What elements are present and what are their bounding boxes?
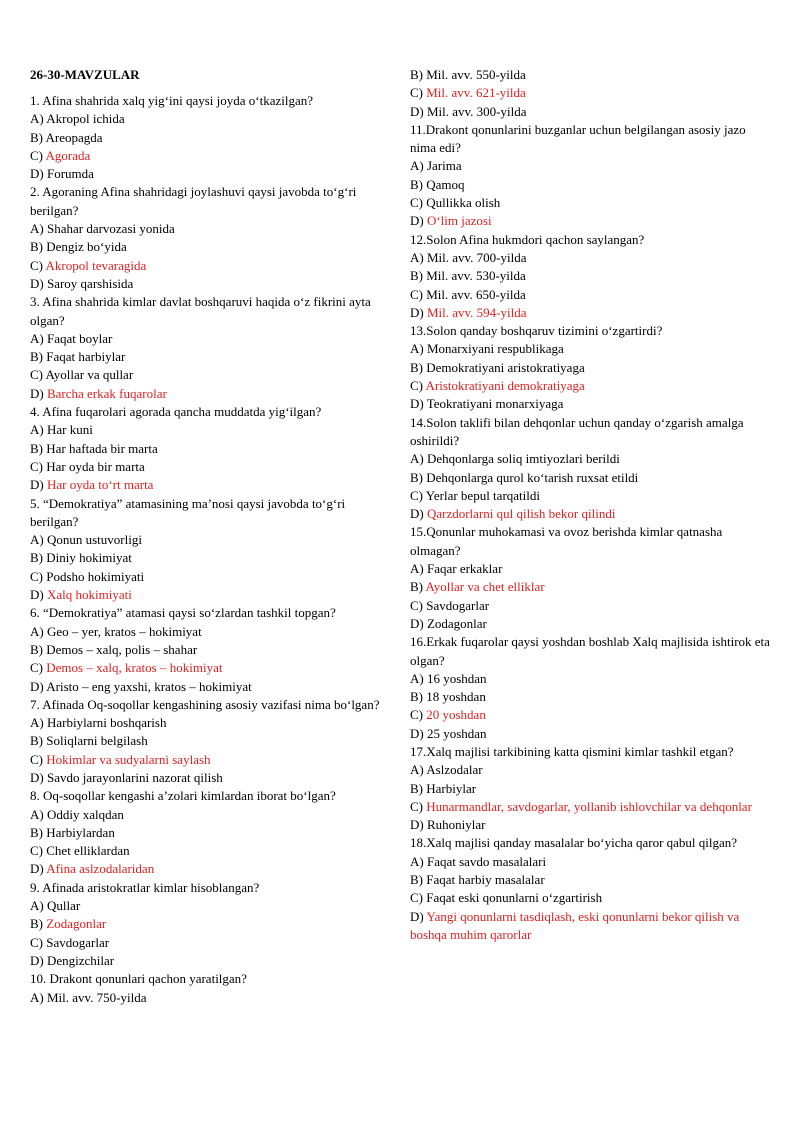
option-letter: D): [410, 213, 424, 229]
correct-answer-text: Afina aslzodalaridan: [46, 861, 155, 877]
option-text: Harbiylarni boshqarish: [46, 715, 167, 731]
option-letter: D): [30, 678, 44, 694]
answer-option: [30, 934, 388, 952]
option-letter: D): [30, 166, 44, 182]
option-text: Saroy qarshisida: [46, 275, 134, 291]
question-text: 9. Afinada aristokratlar kimlar hisoblangan?: [30, 879, 260, 895]
answer-option: [410, 816, 772, 834]
option-text: Podsho hokimiyati: [46, 568, 145, 584]
option-text: Jarima: [426, 158, 462, 174]
option-text: Har kuni: [46, 422, 93, 438]
option-text: Faqar erkaklar: [426, 561, 503, 577]
answer-option: [410, 597, 772, 615]
option-letter: A): [30, 989, 44, 1005]
option-letter: C): [410, 378, 423, 394]
option-letter: D): [410, 725, 424, 741]
answer-option: [30, 842, 388, 860]
option-text: Aslzodalar: [426, 762, 483, 778]
option-letter: A): [410, 341, 424, 357]
option-letter: B): [410, 872, 423, 888]
answer-option: [410, 359, 772, 377]
question-text: 18.Xalq majlisi qanday masalalar bo‘yicha qaror qabul qilgan?: [410, 835, 738, 851]
correct-answer-text: Agorada: [45, 147, 91, 163]
option-letter: B): [410, 359, 423, 375]
correct-answer-text: Demos – xalq, kratos – hokimiyat: [46, 660, 223, 676]
option-letter: B): [410, 469, 423, 485]
answer-option: [410, 450, 772, 468]
correct-answer-text: Zodagonlar: [46, 916, 107, 932]
option-text: Areopagda: [45, 129, 103, 145]
option-letter: D): [30, 385, 44, 401]
answer-option: [410, 505, 772, 523]
question-block: [30, 787, 388, 878]
option-text: Dengiz bo‘yida: [46, 239, 127, 255]
answer-option: [30, 623, 388, 641]
option-text: Diniy hokimiyat: [46, 550, 132, 566]
left-column: [30, 66, 388, 1007]
option-text: Faqat harbiy masalalar: [426, 872, 545, 888]
option-text: Yerlar bepul tarqatildi: [425, 487, 540, 503]
option-letter: B): [410, 689, 423, 705]
answer-option: [410, 395, 772, 413]
option-letter: A): [410, 561, 424, 577]
option-letter: B): [30, 550, 43, 566]
answer-option: [30, 476, 388, 494]
answer-option: [30, 110, 388, 128]
question-block: [410, 834, 772, 944]
option-letter: A): [30, 422, 44, 438]
answer-option: [410, 615, 772, 633]
option-letter: B): [30, 824, 43, 840]
option-letter: C): [410, 286, 423, 302]
answer-option: [30, 641, 388, 659]
answer-option: [30, 769, 388, 787]
option-text: Shahar darvozasi yonida: [46, 221, 175, 237]
answer-option: [30, 458, 388, 476]
option-text: Savdogarlar: [426, 597, 490, 613]
answer-option: [30, 330, 388, 348]
answer-option: [410, 853, 772, 871]
answer-option: [30, 440, 388, 458]
question-block: [30, 970, 388, 1007]
option-letter: A): [30, 898, 44, 914]
answer-option: [410, 286, 772, 304]
option-letter: C): [410, 707, 423, 723]
question-block: [30, 495, 388, 605]
question-text: 12.Solon Afina hukmdori qachon saylangan?: [410, 231, 645, 247]
option-letter: D): [410, 908, 424, 924]
question-block: [30, 604, 388, 695]
question-text: 3. Afina shahrida kimlar davlat boshqaruvi haqida o‘z fikrini ayta olgan?: [30, 294, 371, 328]
option-letter: B): [30, 641, 43, 657]
question-block: [410, 743, 772, 834]
answer-option: [410, 194, 772, 212]
option-letter: D): [30, 952, 44, 968]
answer-option: [30, 238, 388, 256]
option-letter: B): [30, 349, 43, 365]
option-letter: C): [30, 751, 43, 767]
option-text: Qamoq: [426, 176, 465, 192]
option-letter: D): [30, 769, 44, 785]
option-letter: D): [410, 506, 424, 522]
answer-option: [410, 212, 772, 230]
answer-option: [410, 871, 772, 889]
answer-option: [410, 688, 772, 706]
option-letter: C): [30, 934, 43, 950]
right-column: [410, 66, 772, 944]
answer-option: [410, 706, 772, 724]
option-letter: D): [410, 615, 424, 631]
option-text: Qullar: [46, 898, 81, 914]
option-text: Demos – xalq, polis – shahar: [46, 641, 198, 657]
answer-option: [30, 385, 388, 403]
option-letter: B): [410, 176, 423, 192]
correct-answer-text: Hokimlar va sudyalarni saylash: [46, 751, 211, 767]
option-letter: B): [30, 129, 43, 145]
answer-option: [30, 568, 388, 586]
question-block: [30, 403, 388, 494]
question-block: [410, 322, 772, 413]
option-letter: C): [30, 660, 43, 676]
option-letter: B): [30, 440, 43, 456]
correct-answer-text: Xalq hokimiyati: [46, 587, 132, 603]
option-letter: C): [410, 85, 423, 101]
option-text: Mil. avv. 750-yilda: [46, 989, 147, 1005]
question-text: 8. Oq-soqollar kengashi a’zolari kimlardan iborat bo‘lgan?: [30, 788, 336, 804]
correct-answer-text: Barcha erkak fuqarolar: [46, 385, 167, 401]
answer-option: [30, 421, 388, 439]
option-letter: C): [410, 487, 423, 503]
question-text: 13.Solon qanday boshqaruv tizimini o‘zgartirdi?: [410, 323, 663, 339]
right-question-list: [410, 66, 772, 944]
answer-option: [30, 531, 388, 549]
option-text: Demokratiyani aristokratiyaga: [426, 359, 585, 375]
option-text: Mil. avv. 550-yilda: [426, 67, 526, 82]
correct-answer-text: Ayollar va chet elliklar: [425, 579, 545, 595]
answer-option: [30, 751, 388, 769]
answer-option: [30, 897, 388, 915]
option-text: Qonun ustuvorligi: [46, 532, 142, 548]
option-text: 25 yoshdan: [426, 725, 487, 741]
page-title: 26-30-MAVZULAR: [30, 67, 140, 82]
question-block: [410, 414, 772, 524]
answer-option: [410, 176, 772, 194]
option-letter: A): [30, 111, 44, 127]
question-text: 4. Afina fuqarolari agorada qancha muddatda yig‘ilgan?: [30, 404, 322, 420]
option-text: Faqat eski qonunlarni o‘zgartirish: [426, 890, 603, 906]
option-letter: C): [410, 597, 423, 613]
correct-answer-text: Akropol tevaragida: [45, 257, 147, 273]
option-text: Zodagonlar: [426, 615, 487, 631]
option-letter: B): [30, 239, 43, 255]
answer-option: [410, 908, 772, 945]
option-letter: A): [410, 853, 424, 869]
question-block: [30, 879, 388, 970]
question-block: [410, 66, 772, 121]
question-block: [410, 633, 772, 743]
option-text: Soliqlarni belgilash: [46, 733, 148, 749]
option-letter: A): [410, 451, 424, 467]
correct-answer-text: Aristokratiyani demokratiyaga: [425, 378, 585, 394]
option-letter: D): [410, 304, 424, 320]
option-text: Ruhoniylar: [426, 817, 486, 833]
option-letter: D): [410, 817, 424, 833]
option-letter: C): [410, 890, 423, 906]
option-text: Savdo jarayonlarini nazorat qilish: [46, 769, 223, 785]
answer-option: [30, 257, 388, 275]
option-text: Chet elliklardan: [46, 843, 130, 859]
correct-answer-text: Hunarmandlar, savdogarlar, yollanib ishlovchilar va dehqonlar: [426, 798, 752, 814]
answer-option: [410, 761, 772, 779]
option-letter: B): [410, 579, 423, 595]
answer-option: [30, 348, 388, 366]
question-text: 15.Qonunlar muhokamasi va ovoz berishda kimlar qatnasha olmagan?: [410, 524, 723, 558]
option-letter: C): [30, 257, 43, 273]
answer-option: [30, 659, 388, 677]
option-text: Oddiy xalqdan: [46, 806, 124, 822]
option-text: Ayollar va qullar: [45, 367, 134, 383]
answer-option: [30, 732, 388, 750]
answer-option: [30, 220, 388, 238]
option-letter: A): [30, 806, 44, 822]
option-text: Forumda: [46, 166, 94, 182]
option-letter: D): [410, 396, 424, 412]
answer-option: [410, 725, 772, 743]
option-text: Har oyda bir marta: [46, 458, 145, 474]
option-letter: C): [410, 798, 423, 814]
option-text: Savdogarlar: [46, 934, 110, 950]
option-text: Teokratiyani monarxiyaga: [426, 396, 564, 412]
answer-option: [30, 989, 388, 1007]
option-letter: A): [30, 221, 44, 237]
question-text: 10. Drakont qonunlari qachon yaratilgan?: [30, 971, 247, 987]
question-block: [30, 92, 388, 183]
answer-option: [410, 578, 772, 596]
question-block: [30, 696, 388, 787]
question-text: 5. “Demokratiya” atamasining ma’nosi qaysi javobda to‘g‘ri berilgan?: [30, 495, 346, 529]
correct-answer-text: Har oyda to‘rt marta: [46, 477, 154, 493]
answer-option: [410, 670, 772, 688]
correct-answer-text: Mil. avv. 594-yilda: [426, 304, 527, 320]
option-letter: A): [410, 249, 424, 265]
answer-option: [410, 157, 772, 175]
question-text: 16.Erkak fuqarolar qaysi yoshdan boshlab Xalq majlisida ishtirok eta olgan?: [410, 634, 770, 668]
option-text: Geo – yer, kratos – hokimiyat: [46, 623, 202, 639]
option-text: 16 yoshdan: [426, 670, 487, 686]
answer-option: [410, 798, 772, 816]
question-text: 14.Solon taklifi bilan dehqonlar uchun qanday o‘zgarish amalga oshirildi?: [410, 414, 744, 448]
option-letter: A): [410, 762, 424, 778]
option-text: Mil. avv. 530-yilda: [426, 268, 526, 284]
answer-option: [30, 275, 388, 293]
question-block: [410, 231, 772, 322]
answer-option: [30, 678, 388, 696]
question-text: 11.Drakont qonunlarini buzganlar uchun belgilangan asosiy jazo nima edi?: [410, 121, 746, 156]
answer-option: [30, 806, 388, 824]
option-letter: C): [30, 458, 43, 474]
correct-answer-text: 20 yoshdan: [426, 707, 486, 723]
correct-answer-text: Mil. avv. 621-yilda: [426, 85, 526, 101]
answer-option: [30, 147, 388, 165]
option-letter: C): [410, 195, 423, 211]
answer-option: [30, 129, 388, 147]
question-block: [30, 183, 388, 293]
answer-option: [410, 304, 772, 322]
answer-option: [410, 340, 772, 358]
option-letter: A): [410, 670, 424, 686]
option-text: Mil. avv. 300-yilda: [426, 103, 527, 119]
answer-option: [30, 714, 388, 732]
answer-option: [30, 915, 388, 933]
answer-option: [410, 103, 772, 121]
question-text: 2. Agoraning Afina shahridagi joylashuvi qaysi javobda to‘g‘ri berilgan?: [30, 184, 357, 218]
option-text: Harbiylardan: [46, 824, 115, 840]
option-letter: A): [30, 715, 44, 731]
option-letter: D): [30, 861, 44, 877]
question-block: [410, 523, 772, 633]
option-text: Aristo – eng yaxshi, kratos – hokimiyat: [46, 678, 252, 694]
question-block: [30, 293, 388, 403]
option-letter: C): [30, 568, 43, 584]
option-text: Harbiylar: [426, 780, 477, 796]
option-text: Dehqonlarga soliq imtiyozlari berildi: [426, 451, 620, 467]
option-text: Dengizchilar: [46, 952, 115, 968]
option-letter: A): [30, 623, 44, 639]
option-text: Mil. avv. 650-yilda: [426, 286, 526, 302]
option-text: Faqat savdo masalalari: [426, 853, 547, 869]
option-letter: B): [410, 780, 423, 796]
question-block: [410, 121, 772, 231]
option-text: Akropol ichida: [46, 111, 125, 127]
option-text: Har haftada bir marta: [46, 440, 158, 456]
question-text: 17.Xalq majlisi tarkibining katta qismini kimlar tashkil etgan?: [410, 743, 734, 759]
correct-answer-text: Qarzdorlarni qul qilish bekor qilindi: [426, 506, 616, 522]
answer-option: [410, 249, 772, 267]
option-text: Mil. avv. 700-yilda: [426, 249, 527, 265]
option-letter: D): [30, 275, 44, 291]
answer-option: [30, 549, 388, 567]
option-letter: C): [30, 843, 43, 859]
answer-option: [410, 267, 772, 285]
answer-option: [410, 84, 772, 102]
answer-option: [410, 560, 772, 578]
option-text: Qullikka olish: [426, 195, 501, 211]
answer-option: [410, 487, 772, 505]
answer-option: [30, 824, 388, 842]
question-text: 7. Afinada Oq-soqollar kengashining asosiy vazifasi nima bo‘lgan?: [30, 696, 380, 712]
answer-option: [410, 377, 772, 395]
option-letter: C): [30, 367, 43, 383]
answer-option: [410, 469, 772, 487]
answer-option: [30, 165, 388, 183]
option-letter: A): [30, 532, 44, 548]
option-text: Monarxiyani respublikaga: [426, 341, 564, 357]
question-text: 6. “Demokratiya” atamasi qaysi so‘zlardan tashkil topgan?: [30, 605, 336, 621]
option-letter: C): [30, 147, 43, 163]
option-letter: B): [410, 67, 423, 82]
answer-option: [30, 952, 388, 970]
option-letter: A): [30, 330, 44, 346]
option-letter: D): [410, 103, 424, 119]
option-text: Dehqonlarga qurol ko‘tarish ruxsat etildi: [426, 469, 639, 485]
option-letter: D): [30, 477, 44, 493]
option-letter: B): [410, 268, 423, 284]
option-text: Faqat harbiylar: [46, 349, 126, 365]
option-letter: B): [30, 916, 43, 932]
option-text: Faqat boylar: [46, 330, 113, 346]
question-text: 1. Afina shahrida xalq yig‘ini qaysi joyda o‘tkazilgan?: [30, 93, 314, 108]
option-letter: D): [30, 587, 44, 603]
answer-option: [30, 860, 388, 878]
answer-option: [410, 66, 772, 84]
correct-answer-text: Yangi qonunlarni tasdiqlash, eski qonunlarni bekor qilish va boshqa muhim qarorlar: [410, 908, 740, 942]
left-question-list: [30, 92, 388, 1007]
answer-option: [30, 586, 388, 604]
option-letter: A): [410, 158, 424, 174]
answer-option: [410, 889, 772, 907]
option-letter: B): [30, 733, 43, 749]
correct-answer-text: O‘lim jazosi: [426, 213, 492, 229]
answer-option: [410, 780, 772, 798]
answer-option: [30, 366, 388, 384]
option-text: 18 yoshdan: [426, 689, 486, 705]
